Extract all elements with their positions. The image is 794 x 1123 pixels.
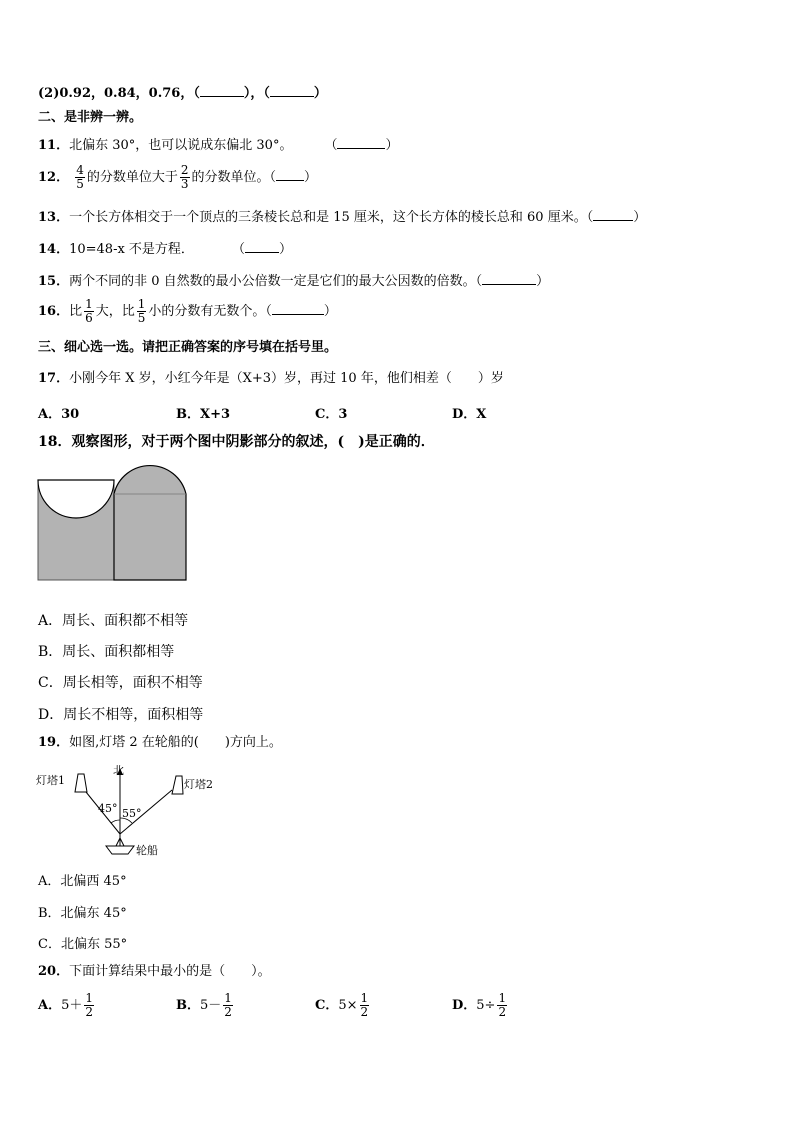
answer-blank[interactable] — [270, 84, 314, 97]
north-label: 北 — [113, 764, 124, 777]
answer-blank[interactable] — [482, 272, 536, 285]
fraction: $\frac{1}{2}$ — [498, 991, 507, 1019]
answer-blank[interactable] — [245, 240, 279, 253]
option-c[interactable]: C．5× $\frac{1}{2}$ — [315, 991, 369, 1019]
question-16: 16．比 $\frac{1}{6}$ 大，比 $\frac{1}{5}$ 小的分数有无数个。（ ） — [38, 297, 337, 325]
option-c[interactable]: C．3 — [315, 407, 348, 422]
answer-blank[interactable] — [272, 302, 324, 315]
sequence-question: (2)0.92，0.84，0.76，（ ），（ ） — [38, 86, 327, 101]
angle-45-label: 45° — [98, 802, 118, 815]
fraction: $\frac{1}{2}$ — [85, 991, 94, 1019]
lighthouse-1-label: 灯塔1 — [36, 774, 65, 787]
option-c[interactable]: C．周长相等，面积不相等 — [38, 675, 203, 691]
question-18: 18．观察图形，对于两个图中阴影部分的叙述，( )是正确的． — [38, 434, 435, 450]
option-d[interactable]: D．X — [452, 407, 487, 422]
answer-blank[interactable] — [276, 168, 304, 181]
option-d[interactable]: D．5÷ $\frac{1}{2}$ — [452, 991, 507, 1019]
fraction: $\frac{2}{3}$ — [180, 163, 189, 191]
answer-blank[interactable] — [200, 84, 244, 97]
option-b[interactable]: B．周长、面积都相等 — [38, 644, 175, 660]
question-20: 20．下面计算结果中最小的是（ ）。 — [38, 964, 271, 979]
shaded-shape-right — [114, 466, 186, 580]
question-19: 19．如图,灯塔 2 在轮船的( )方向上。 — [38, 735, 282, 750]
option-a[interactable]: A．5＋ $\frac{1}{2}$ — [38, 991, 94, 1019]
direction-diagram — [36, 762, 236, 862]
option-d[interactable]: D．周长不相等，面积相等 — [38, 707, 204, 723]
lighthouse-2-label: 灯塔2 — [184, 778, 213, 791]
angle-55-label: 55° — [122, 807, 142, 820]
fraction: $\frac{1}{6}$ — [85, 297, 93, 325]
ship-icon — [106, 846, 134, 854]
section-heading: 二、是非辨一辨。 — [38, 110, 143, 125]
section-heading: 三、细心选一选。请把正确答案的序号填在括号里。 — [38, 340, 338, 355]
option-b[interactable]: B．X+3 — [176, 407, 231, 422]
fraction: $\frac{1}{2}$ — [360, 991, 369, 1019]
shaded-figures — [36, 462, 190, 584]
question-13: 13．一个长方体相交于一个顶点的三条棱长总和是 15 厘米，这个长方体的棱长总和 60 厘米。（ ） — [38, 210, 647, 225]
option-c[interactable]: C．北偏东 55° — [38, 937, 128, 952]
question-17: 17．小刚今年 X 岁，小红今年是（X+3）岁，再过 10 年，他们相差（ ）岁 — [38, 371, 504, 386]
option-a[interactable]: A．周长、面积都不相等 — [38, 613, 189, 629]
fraction: $\frac{4}{5}$ — [76, 163, 84, 191]
answer-blank[interactable] — [337, 136, 385, 149]
option-a[interactable]: A．30 — [38, 407, 80, 422]
question-12: 12． $\frac{4}{5}$ 的分数单位大于 $\frac{2}{3}$ 的分数单位。（ ） — [38, 163, 318, 191]
lighthouse-2-icon — [172, 776, 183, 794]
answer-blank[interactable] — [593, 208, 633, 221]
option-a[interactable]: A．北偏西 45° — [38, 874, 127, 889]
fraction: $\frac{1}{5}$ — [137, 297, 146, 325]
question-15: 15．两个不同的非 0 自然数的最小公倍数一定是它们的最大公因数的倍数。（ ） — [38, 274, 550, 289]
question-11: 11．北偏东 30°，也可以说成东偏北 30°。 （ ） — [38, 138, 399, 153]
option-b[interactable]: B．北偏东 45° — [38, 906, 127, 921]
option-b[interactable]: B．5－ $\frac{1}{2}$ — [176, 991, 232, 1019]
lighthouse-1-icon — [75, 774, 87, 792]
ship-label: 轮船 — [136, 844, 158, 857]
question-14: 14．10=48-x 不是方程． （ ） — [38, 242, 292, 257]
fraction: $\frac{1}{2}$ — [224, 991, 232, 1019]
